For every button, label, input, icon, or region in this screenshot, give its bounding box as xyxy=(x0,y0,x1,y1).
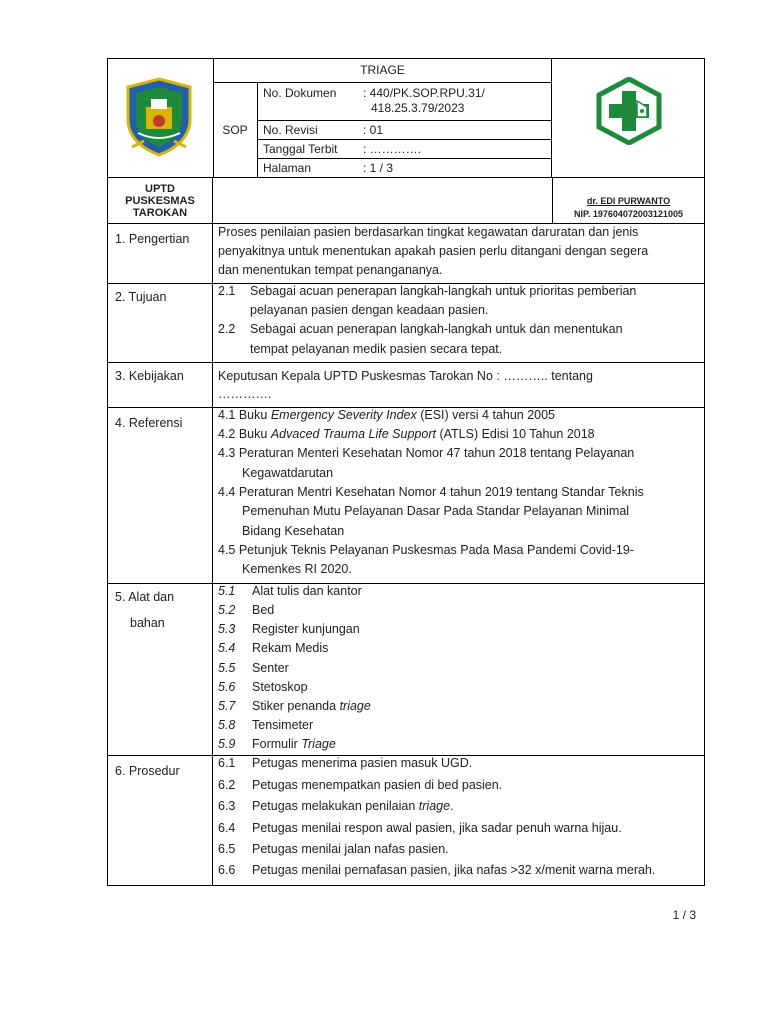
sop-label: SOP xyxy=(213,83,258,177)
signer-name: dr. EDI PURWANTO xyxy=(586,196,671,206)
referensi-item-3a: 4.3 Peraturan Menteri Kesehatan Nomor 47 tahun 2018 tentang Pelayanan xyxy=(218,446,635,460)
alat-text: Tensimeter xyxy=(252,718,314,732)
tujuan-num-2: 2.2 xyxy=(218,322,236,336)
org-line1: UPTD xyxy=(145,183,175,195)
alat-num: 5.6 xyxy=(218,680,236,694)
tujuan-label: 2. Tujuan xyxy=(108,284,213,362)
prosedur-num: 6.5 xyxy=(218,842,236,856)
org-line3: TAROKAN xyxy=(132,207,188,219)
alat-label xyxy=(108,584,213,755)
section-pengertian xyxy=(107,224,705,284)
alat-em: triage xyxy=(339,699,371,713)
alat-text: Senter xyxy=(252,661,289,675)
alat-item xyxy=(218,641,328,655)
prosedur-post: . xyxy=(450,799,454,813)
alat-item xyxy=(218,661,289,675)
pengertian-line-1: Proses penilaian pasien berdasarkan tingkat kegawatan daruratan dan jenis xyxy=(218,225,639,239)
no-dokumen-value-line1: : 440/PK.SOP.RPU.31/ xyxy=(363,86,485,100)
ref1-em: Emergency Severity Index xyxy=(270,408,417,422)
alat-text: Bed xyxy=(252,603,275,617)
alat-item xyxy=(218,699,371,713)
prosedur-em: triage xyxy=(418,799,451,813)
meta-tanggal-terbit xyxy=(258,140,552,159)
tujuan-text-1b: pelayanan pasien dengan keadaan pasien. xyxy=(250,303,489,317)
section-kebijakan xyxy=(107,363,705,408)
prosedur-num: 6.1 xyxy=(218,756,236,770)
alat-text: Formulir xyxy=(252,737,302,751)
alat-num: 5.7 xyxy=(218,699,236,713)
referensi-item-5a: 4.5 Petunjuk Teknis Pelayanan Puskesmas Pada Masa Pandemi Covid-19- xyxy=(218,543,634,557)
alat-label-line2: bahan xyxy=(130,616,165,630)
alat-text: Register kunjungan xyxy=(252,622,360,636)
referensi-item-4a: 4.4 Peraturan Mentri Kesehatan Nomor 4 tahun 2019 tentang Standar Teknis xyxy=(218,485,644,499)
no-revisi-value: : 01 xyxy=(363,123,384,137)
org-sign-row xyxy=(107,177,705,224)
prosedur-num: 6.6 xyxy=(218,863,236,877)
prosedur-item xyxy=(218,799,454,813)
document-title: TRIAGE xyxy=(213,59,552,83)
pengertian-line-2: penyakitnya untuk menentukan apakah pasien perlu ditangani dengan segera xyxy=(218,244,649,258)
puskesmas-logo-cell xyxy=(551,59,704,177)
section-tujuan xyxy=(107,284,705,363)
alat-num: 5.9 xyxy=(218,737,236,751)
meta-no-revisi xyxy=(258,121,552,140)
referensi-item-4c: Bidang Kesehatan xyxy=(242,524,345,538)
ref2-post: (ATLS) Edisi 10 Tahun 2018 xyxy=(435,427,595,441)
ref1-post: (ESI) versi 4 tahun 2005 xyxy=(416,408,556,422)
prosedur-text: Petugas melakukan penilaian xyxy=(252,799,419,813)
alat-text: Alat tulis dan kantor xyxy=(252,584,362,598)
alat-item xyxy=(218,680,308,694)
alat-item xyxy=(218,737,336,751)
alat-num: 5.4 xyxy=(218,641,236,655)
alat-item xyxy=(218,603,274,617)
pengertian-line-3: dan menentukan tempat penangananya. xyxy=(218,263,443,277)
org-name xyxy=(108,177,213,223)
prosedur-label: 6. Prosedur xyxy=(108,756,213,885)
meta-no-dokumen xyxy=(258,83,552,121)
prosedur-item xyxy=(218,863,655,877)
signer-nip: NIP. 197604072003121005 xyxy=(574,209,683,219)
prosedur-text: Petugas menerima pasien masuk UGD. xyxy=(252,756,473,770)
kebijakan-line-1: Keputusan Kepala UPTD Puskesmas Tarokan No : ……….. tentang xyxy=(218,369,593,383)
prosedur-text: Petugas menilai pernafasan pasien, jika nafas >32 x/menit warna merah. xyxy=(252,863,656,877)
regency-logo-cell xyxy=(108,59,214,177)
regency-emblem-icon xyxy=(124,77,194,157)
section-prosedur xyxy=(107,756,705,886)
kebijakan-label: 3. Kebijakan xyxy=(108,363,213,407)
tujuan-text-2a: Sebagai acuan penerapan langkah-langkah untuk dan menentukan xyxy=(250,322,623,336)
referensi-item-2 xyxy=(218,427,595,441)
alat-text: Stiker penanda xyxy=(252,699,340,713)
tanggal-terbit-label: Tanggal Terbit xyxy=(263,142,338,156)
alat-num: 5.2 xyxy=(218,603,236,617)
alat-num: 5.1 xyxy=(218,584,236,598)
no-dokumen-value-line2: 418.25.3.79/2023 xyxy=(371,101,465,115)
alat-text: Rekam Medis xyxy=(252,641,329,655)
referensi-item-1 xyxy=(218,408,555,422)
prosedur-num: 6.3 xyxy=(218,799,236,813)
alat-item xyxy=(218,622,360,636)
prosedur-num: 6.4 xyxy=(218,821,236,835)
no-dokumen-value xyxy=(363,86,485,116)
tujuan-item-2 xyxy=(218,322,623,336)
pengertian-label: 1. Pengertian xyxy=(108,224,213,283)
prosedur-text: Petugas menilai jalan nafas pasien. xyxy=(252,842,449,856)
ref2-pre: 4.2 Buku xyxy=(218,427,271,441)
meta-halaman xyxy=(258,159,552,177)
tujuan-item-1 xyxy=(218,284,636,298)
puskesmas-cross-icon xyxy=(595,77,663,145)
referensi-item-4b: Pemenuhan Mutu Pelayanan Dasar Pada Standar Pelayanan Minimal xyxy=(242,504,630,518)
prosedur-item xyxy=(218,756,472,770)
section-referensi xyxy=(107,408,705,584)
alat-text: Stetoskop xyxy=(252,680,308,694)
section-alat-bahan xyxy=(107,584,705,756)
referensi-item-3b: Kegawatdarutan xyxy=(242,466,334,480)
kebijakan-line-2: …………. xyxy=(218,387,272,401)
prosedur-num: 6.2 xyxy=(218,778,236,792)
prosedur-text: Petugas menilai respon awal pasien, jika sadar penuh warna hijau. xyxy=(252,821,622,835)
no-revisi-label: No. Revisi xyxy=(263,123,318,137)
prosedur-item xyxy=(218,842,449,856)
alat-label-line1: 5. Alat dan xyxy=(115,590,175,604)
ref2-em: Advaced Trauma Life Support xyxy=(270,427,436,441)
no-dokumen-label: No. Dokumen xyxy=(263,86,337,100)
org-line2: PUSKESMAS xyxy=(125,195,195,207)
tanggal-terbit-value: : …………. xyxy=(363,142,422,156)
tujuan-text-2b: tempat pelayanan medik pasien secara tepat. xyxy=(250,342,503,356)
halaman-label: Halaman xyxy=(263,161,312,175)
alat-num: 5.8 xyxy=(218,718,236,732)
prosedur-item xyxy=(218,778,502,792)
prosedur-item xyxy=(218,821,622,835)
alat-num: 5.3 xyxy=(218,622,236,636)
alat-item xyxy=(218,584,362,598)
tujuan-num-1: 2.1 xyxy=(218,284,236,298)
tujuan-text-1a: Sebagai acuan penerapan langkah-langkah untuk prioritas pemberian xyxy=(250,284,637,298)
referensi-item-5b: Kemenkes RI 2020. xyxy=(242,562,352,576)
ref1-pre: 4.1 Buku xyxy=(218,408,271,422)
alat-item xyxy=(218,718,313,732)
prosedur-text: Petugas menempatkan pasien di bed pasien. xyxy=(252,778,503,792)
signer-block xyxy=(552,177,704,223)
alat-num: 5.5 xyxy=(218,661,236,675)
referensi-label: 4. Referensi xyxy=(108,408,213,583)
halaman-value: : 1 / 3 xyxy=(363,161,394,175)
sop-header xyxy=(107,58,705,178)
alat-em: Triage xyxy=(301,737,336,751)
page-number: 1 / 3 xyxy=(672,908,696,922)
